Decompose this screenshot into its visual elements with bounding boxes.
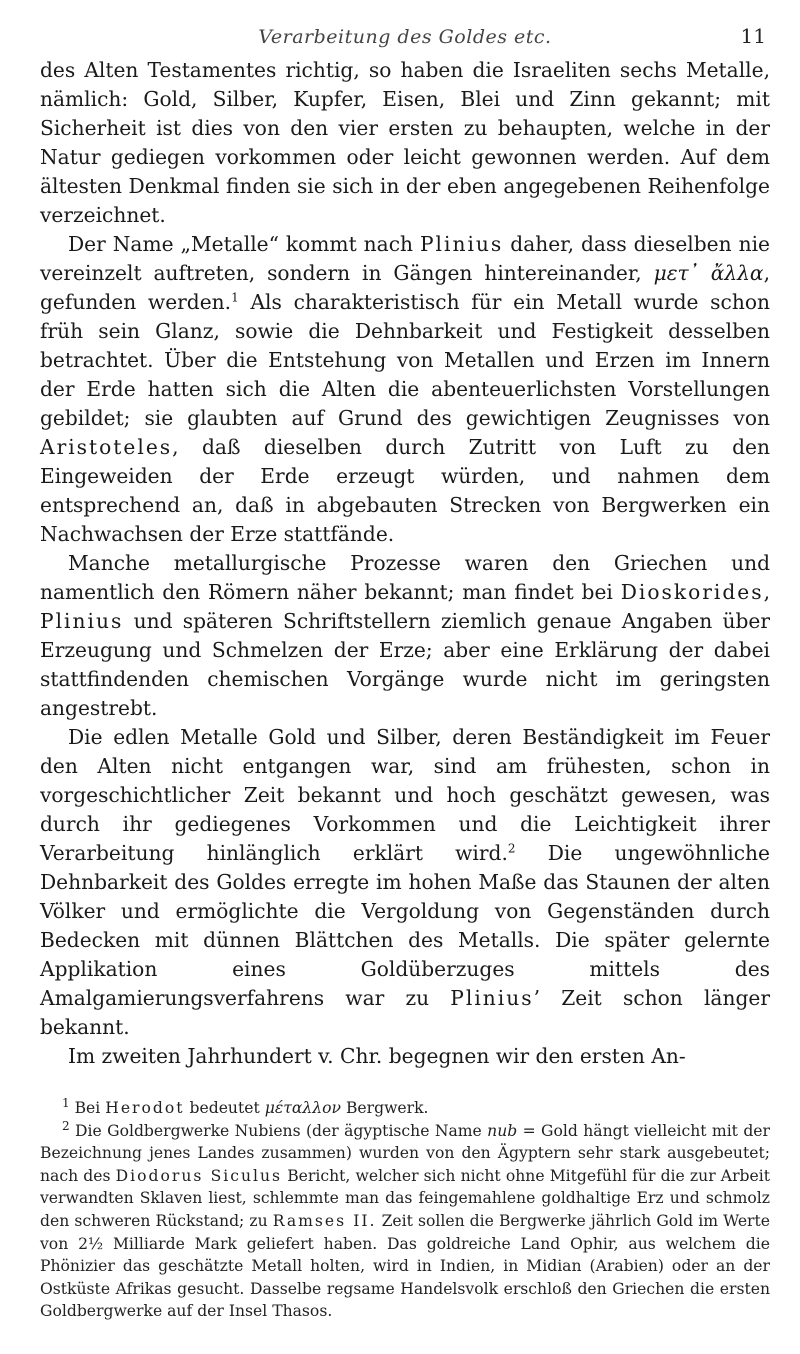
text-run: = Gold hängt vielleicht mit der Bezeichnung jenes Landes zusammen) wurden von den Ägyptern sehr stark ausgebeutet; nach des bbox=[40, 1121, 770, 1185]
text-run: Die ungewöhnliche Dehnbarkeit des Goldes erregte im hohen Maße das Staunen der alten Völker und ermöglichte die Vergoldung von Gegenständen durch Bedecken mit dünnen Blättchen des Metalls. Die später gelernte Applikation eines Goldüberzuges mittels des Amalgamierungsverfahrens war zu bbox=[40, 841, 771, 1010]
name-aristoteles: Aristoteles bbox=[40, 435, 173, 459]
footnote-ref-2[interactable]: 2 bbox=[507, 841, 516, 856]
greek-phrase: μετ᾽ ἄλλα bbox=[653, 261, 764, 285]
name-plinius: Plinius bbox=[419, 232, 504, 256]
paragraph-5-text: Im zweiten Jahrhundert v. Chr. begegnen wir den ersten An- bbox=[68, 1044, 686, 1068]
paragraph-5 bbox=[40, 1042, 770, 1071]
text-run: Der Name „Metalle“ kommt nach bbox=[68, 232, 420, 256]
name-plinius: Plinius bbox=[40, 609, 124, 633]
text-run: Zeit sollen die Bergwerke jährlich Gold im Werte von 2½ Milliarde Mark geliefert haben. Das goldreiche Land Ophir, aus welchem die Phönizier das geschätzte Metall holten, wird in Indien, in Midian (Arabien) oder an der Ostküste Afrikas gesucht. Dasselbe regsame Handelsvolk erschloß den Griechen die ersten Goldbergwerke auf der Insel Thasos. bbox=[40, 1211, 771, 1321]
name-plinius: Plinius bbox=[450, 986, 534, 1010]
footnotes bbox=[40, 1097, 770, 1323]
name-diodorus: Diodorus Siculus bbox=[115, 1166, 283, 1185]
footnote-ref-1[interactable]: 1 bbox=[231, 290, 239, 305]
egyptian-word: nub bbox=[487, 1121, 518, 1140]
text-run: Die Goldbergwerke Nubiens (der ägyptische Name bbox=[69, 1121, 488, 1140]
name-herodot: Herodot bbox=[105, 1099, 185, 1117]
name-dioskorides: Dioskorides bbox=[620, 580, 764, 604]
book-page bbox=[40, 22, 770, 1323]
text-run: ’ Zeit schon länger bekannt. bbox=[40, 986, 770, 1039]
text-run: , daß dieselben durch Zutritt von Luft zu den Eingeweiden der Erde erzeugt würden, und nahmen dem entsprechend an, daß in abgebauten Strecken von Bergwerken ein Nachwachsen der Erze stattfände. bbox=[40, 435, 770, 546]
text-run: und späteren Schriftstellern ziemlich genaue Angaben über Erzeugung und Schmelzen der Erze; aber eine Erklärung der dabei stattfindenden chemischen Vorgänge wurde nicht im geringsten angestrebt. bbox=[40, 609, 770, 720]
text-run: Manche metallurgische Prozesse waren den Griechen und namentlich den Römern näher bekannt; man findet bei bbox=[40, 551, 770, 604]
text-run: , gefunden werden. bbox=[40, 261, 770, 314]
text-run: Als charakteristisch für ein Metall wurde schon früh sein Glanz, sowie die Dehnbarkeit und Festigkeit desselben betrachtet. Über die Entstehung von Metallen und Erzen im Innern der Erde hatten sich die Alten die abenteuerlichsten Vorstellungen gebildet; sie glaubten auf Grund des gewichtigen Zeugnisses von bbox=[40, 290, 770, 430]
paragraph-1-text: des Alten Testamentes richtig, so haben die Israeliten sechs Metalle, nämlich: Gold, Silber, Kupfer, Eisen, Blei und Zinn gekannt; mit Sicherheit ist dies von den vier ersten zu behaupten, welche in der Natur gediegen vorkommen oder leicht gewonnen werden. Auf dem ältesten Denkmal finden sie sich in der eben angegebenen Reihenfolge verzeichnet. bbox=[40, 58, 770, 227]
footnote-2-mark: 2 bbox=[62, 1118, 70, 1133]
name-ramses: Ramses II. bbox=[272, 1211, 377, 1230]
paragraph-1 bbox=[40, 56, 770, 230]
text-run: Bericht, welcher sich nicht ohne Mitgefühl für die zur Arbeit verwandten Sklaven liest, schlemmte man das feingemahlene goldhaltige Erz und schmolz den schweren Rückstand; zu bbox=[40, 1166, 770, 1230]
page-number: 11 bbox=[740, 24, 766, 48]
footnote-1-mark: 1 bbox=[62, 1095, 70, 1110]
page-header bbox=[40, 22, 770, 56]
text-run: Bergwerk. bbox=[340, 1099, 429, 1117]
paragraph-4 bbox=[40, 723, 770, 1042]
body-text bbox=[40, 56, 770, 1071]
footnote-2 bbox=[40, 1120, 770, 1323]
paragraph-2 bbox=[40, 230, 770, 549]
footnote-1 bbox=[40, 1097, 770, 1120]
text-run: Die edlen Metalle Gold und Silber, deren Beständigkeit im Feuer den Alten nicht entgangen war, sind am frühesten, schon in vorgeschichtlicher Zeit bekannt und hoch geschätzt gewesen, was durch ihr gediegenes Vorkommen und die Leichtigkeit ihrer Verarbeitung hinlänglich erklärt wird. bbox=[40, 725, 770, 865]
greek-word: μέταλλον bbox=[264, 1099, 341, 1117]
paragraph-3 bbox=[40, 549, 770, 723]
text-run: Bei bbox=[69, 1099, 106, 1117]
text-run: daher, dass dieselben nie vereinzelt auftreten, sondern in Gängen hintereinander, bbox=[40, 232, 770, 285]
text-run: bedeutet bbox=[184, 1099, 265, 1117]
running-title: Verarbeitung des Goldes etc. bbox=[258, 26, 552, 48]
text-run: , bbox=[763, 580, 770, 604]
